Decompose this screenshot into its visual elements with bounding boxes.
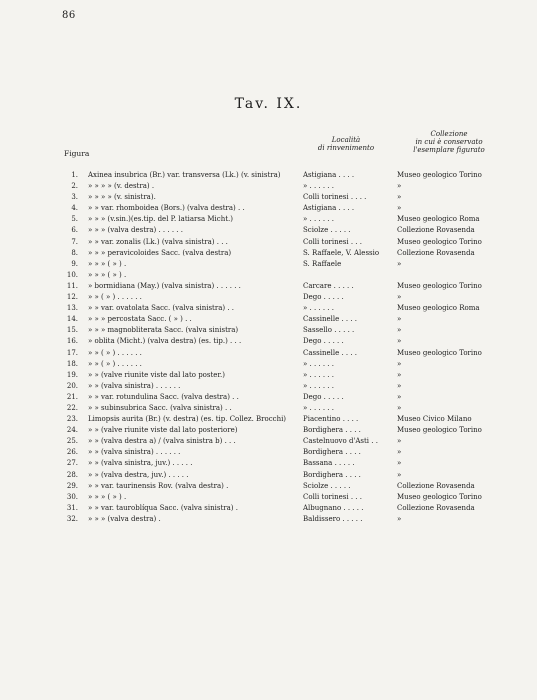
- column-header-localita: [300, 136, 392, 152]
- locality: » . . . . . .: [303, 359, 334, 368]
- figure-description: » » var. zonalis (Lk.) (valva sinistra) . . .: [88, 237, 228, 246]
- table-row: [0, 481, 537, 492]
- table-row: [0, 248, 537, 259]
- collection: »: [397, 459, 402, 468]
- table-row: [0, 414, 537, 425]
- table-row: [0, 303, 537, 314]
- column-header-figura: Figura: [64, 149, 90, 158]
- locality: Sassello . . . . .: [303, 326, 355, 335]
- locality: Bordighera . . . .: [303, 448, 361, 457]
- figure-description: » » var. rotundulina Sacc. (valva destra) . .: [88, 392, 239, 401]
- figure-description: Axinea insubrica (Br.) var. transversa (Lk.) (v. sinistra): [88, 171, 281, 179]
- figure-number: 14.: [66, 315, 78, 324]
- figure-number: 32.: [66, 514, 78, 523]
- collection: Museo geologico Roma: [397, 304, 480, 313]
- table-row: [0, 503, 537, 514]
- figure-description: » » (valva destra a) / (valva sinistra b) . . .: [88, 437, 236, 446]
- locality: Colli torinesi . . . .: [303, 193, 367, 202]
- table-row: [0, 181, 537, 192]
- figure-number: 13.: [66, 304, 78, 313]
- figure-number: 27.: [66, 459, 78, 468]
- collection: Museo geologico Torino: [397, 492, 482, 501]
- table-row: [0, 270, 537, 281]
- figure-number: 2.: [71, 182, 78, 191]
- figure-number: 25.: [66, 437, 78, 446]
- column-header-collezione-line: Collezione: [430, 130, 468, 138]
- table-row: [0, 192, 537, 203]
- locality: Piacentino . . . .: [303, 415, 359, 424]
- collection: »: [397, 381, 402, 390]
- figure-number: 4.: [71, 204, 78, 213]
- locality: Dego . . . . .: [303, 293, 344, 302]
- figure-number: 24.: [66, 426, 78, 435]
- table-row: [0, 259, 537, 270]
- figure-number: 28.: [66, 470, 78, 479]
- locality: Cassinelle . . . .: [303, 348, 358, 357]
- figure-description: » » » (valva destra) . . . . . .: [88, 226, 183, 235]
- column-header-localita-line: di rinvenimento: [317, 144, 375, 152]
- figure-number: 31.: [66, 503, 78, 512]
- column-header-localita-line: Località: [331, 136, 361, 144]
- page-number: 86: [62, 10, 76, 21]
- figure-description: » » (valva sinistra, juv.) . . . . .: [88, 459, 193, 468]
- locality: Dego . . . . .: [303, 337, 344, 346]
- table-row: [0, 492, 537, 503]
- collection: Collezione Rovasenda: [397, 503, 475, 512]
- table-row: [0, 314, 537, 325]
- figure-description: » » (valve riunite viste dal lato posteriore): [88, 426, 238, 435]
- collection: »: [397, 359, 402, 368]
- figure-description: » » » ( » ) .: [88, 270, 127, 279]
- figure-description: » » ( » ) . . . . . .: [88, 359, 142, 368]
- figure-description: » » (valve riunite viste dal lato poster.): [88, 370, 225, 379]
- figure-description: Limopsis aurita (Br.) (v. destra) (es. tip. Collez. Brocchi): [88, 415, 287, 424]
- table-row: [0, 381, 537, 392]
- collection: Collezione Rovasenda: [397, 248, 475, 257]
- figure-number: 20.: [66, 381, 78, 390]
- collection: Museo geologico Torino: [397, 348, 482, 357]
- figure-description: » » ( » ) . . . . . .: [88, 348, 142, 357]
- figure-number: 3.: [71, 193, 78, 202]
- figure-description: » » var. taurinensis Rov. (valva destra) .: [88, 481, 229, 490]
- table-row: [0, 425, 537, 436]
- figure-description: » » (valva sinistra) . . . . . .: [88, 381, 181, 390]
- collection: Museo geologico Torino: [397, 281, 482, 290]
- collection: »: [397, 193, 402, 202]
- table-row: [0, 281, 537, 292]
- locality: Albugnano . . . . .: [303, 503, 364, 512]
- locality: Bordighera . . . .: [303, 426, 361, 435]
- locality: Bordighera . . . .: [303, 470, 361, 479]
- figure-number: 6.: [71, 226, 78, 235]
- table-row: [0, 225, 537, 236]
- figure-number: 10.: [66, 270, 78, 279]
- plate-title: Tav. IX.: [234, 96, 303, 112]
- collection: »: [397, 182, 402, 191]
- locality: Castelnuovo d'Asti . .: [303, 437, 378, 446]
- locality: » . . . . . .: [303, 381, 334, 390]
- figure-number: 17.: [66, 348, 78, 357]
- locality: Sciolze . . . . .: [303, 481, 351, 490]
- locality: Colli torinesi . . .: [303, 237, 362, 246]
- table-row: [0, 447, 537, 458]
- figure-description: » » » (v.sin.)(es.tip. del P. latiarsa Micht.): [88, 215, 233, 224]
- figure-description: » » var. tauroblíqua Sacc. (valva sinistra) .: [88, 503, 238, 512]
- figure-description: » » (valva sinistra) . . . . . .: [88, 448, 181, 457]
- locality: » . . . . . .: [303, 182, 334, 191]
- locality: Colli torinesi . . .: [303, 492, 362, 501]
- table-row: [0, 436, 537, 447]
- collection: Museo geologico Roma: [397, 215, 480, 224]
- table-row: [0, 403, 537, 414]
- column-header-collezione-line: in cui è conservato: [415, 138, 483, 146]
- table-row: [0, 170, 537, 181]
- figure-number: 19.: [66, 370, 78, 379]
- figure-description: » » subinsubrica Sacc. (valva sinistra) . .: [88, 403, 232, 412]
- locality: Dego . . . . .: [303, 392, 344, 401]
- collection: Museo geologico Torino: [397, 237, 482, 246]
- figure-description: » » » (valva destra) .: [88, 514, 161, 523]
- figure-description: » » var. ovatolata Sacc. (valva sinistra) . .: [88, 304, 235, 313]
- figure-number: 11.: [66, 281, 78, 290]
- collection: »: [397, 392, 402, 401]
- collection: »: [397, 448, 402, 457]
- table-row: [0, 458, 537, 469]
- collection: »: [397, 437, 402, 446]
- table-row: [0, 292, 537, 303]
- column-header-collezione: [404, 130, 494, 154]
- collection: Museo geologico Torino: [397, 171, 482, 179]
- locality: » . . . . . .: [303, 215, 334, 224]
- locality: Carcare . . . . .: [303, 281, 354, 290]
- locality: Bassana . . . . .: [303, 459, 355, 468]
- table-row: [0, 370, 537, 381]
- table-row: [0, 392, 537, 403]
- figure-number: 22.: [66, 403, 78, 412]
- figure-number: 18.: [66, 359, 78, 368]
- locality: » . . . . . .: [303, 403, 334, 412]
- collection: Museo geologico Torino: [397, 426, 482, 435]
- figure-description: » » » » (v. sinistra).: [88, 193, 156, 202]
- collection: »: [397, 326, 402, 335]
- table-row: [0, 203, 537, 214]
- figure-number: 8.: [71, 248, 78, 257]
- table-row: [0, 348, 537, 359]
- figure-description: » oblita (Micht.) (valva destra) (es. tip.) . . .: [88, 337, 242, 346]
- figure-number: 23.: [66, 415, 78, 424]
- figure-number: 21.: [66, 392, 78, 401]
- table-row: [0, 514, 537, 525]
- table-row: [0, 336, 537, 347]
- collection: »: [397, 470, 402, 479]
- figure-number: 12.: [66, 293, 78, 302]
- figure-number: 29.: [66, 481, 78, 490]
- figure-description: » » » percostata Sacc. ( » ) . .: [88, 315, 192, 324]
- locality: » . . . . . .: [303, 370, 334, 379]
- figure-description: » » » ( » ) .: [88, 492, 127, 501]
- figure-description: » » » magnobliterata Sacc. (valva sinistra): [88, 326, 239, 335]
- locality: S. Raffaele: [303, 259, 342, 268]
- figure-description: » » var. rhomboidea (Bors.) (valva destra) . .: [88, 204, 245, 213]
- collection: »: [397, 370, 402, 379]
- collection: »: [397, 259, 402, 268]
- collection: »: [397, 315, 402, 324]
- collection: Collezione Rovasenda: [397, 226, 475, 235]
- collection: »: [397, 204, 402, 213]
- column-header-collezione-line: l'esemplare figurato: [413, 146, 485, 154]
- figure-number: 1.: [71, 171, 78, 179]
- collection: »: [397, 293, 402, 302]
- locality: S. Raffaele, V. Alessio: [303, 248, 380, 257]
- table-row: [0, 237, 537, 248]
- table-row: [0, 359, 537, 370]
- collection: »: [397, 403, 402, 412]
- figure-description: » » ( » ) . . . . . .: [88, 293, 142, 302]
- figure-number: 15.: [66, 326, 78, 335]
- figure-number: 5.: [71, 215, 78, 224]
- table-row: [0, 325, 537, 336]
- figure-description: » » » » (v. destra) .: [88, 182, 155, 191]
- locality: Astigiana . . . .: [303, 171, 355, 179]
- collection: Collezione Rovasenda: [397, 481, 475, 490]
- locality: Baldissero . . . . .: [303, 514, 363, 523]
- figure-description: » bormidiana (May.) (valva sinistra) . . . . . .: [88, 281, 241, 290]
- figure-number: 30.: [66, 492, 78, 501]
- figure-number: 26.: [66, 448, 78, 457]
- plate-table: [0, 170, 537, 525]
- figure-description: » » » ( » ) .: [88, 259, 127, 268]
- figure-description: » » (valva destra, juv.) . . . . .: [88, 470, 189, 479]
- locality: Sciolze . . . . .: [303, 226, 351, 235]
- collection: »: [397, 337, 402, 346]
- figure-number: 9.: [71, 259, 78, 268]
- figure-number: 16.: [66, 337, 78, 346]
- figure-number: 7.: [71, 237, 78, 246]
- locality: Astigiana . . . .: [303, 204, 355, 213]
- table-row: [0, 470, 537, 481]
- figure-description: » » » peravicoloides Sacc. (valva destra): [88, 248, 232, 257]
- collection: »: [397, 514, 402, 523]
- table-row: [0, 214, 537, 225]
- locality: Cassinelle . . . .: [303, 315, 358, 324]
- locality: » . . . . . .: [303, 304, 334, 313]
- collection: Museo Civico Milano: [397, 415, 472, 424]
